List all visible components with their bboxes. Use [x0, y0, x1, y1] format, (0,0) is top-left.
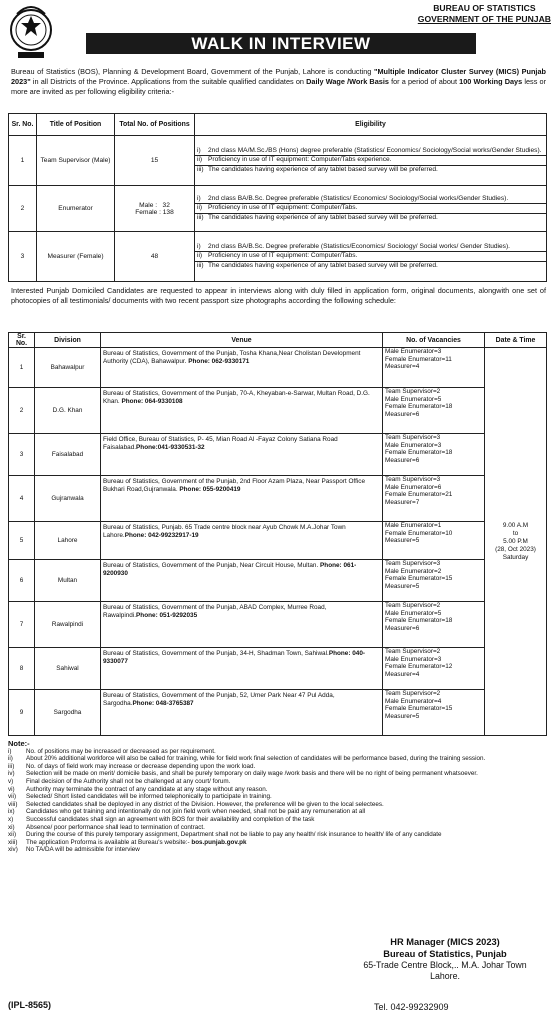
- note-text: [26, 748, 547, 756]
- vacancy-line: Measurer=5: [385, 537, 420, 544]
- eligibility-text: 2nd class BA/B.Sc. Degree preferable (Statistics/Economics/ Sociology/ Social works/ Gender Studies).: [208, 243, 510, 251]
- notes-section: [8, 740, 547, 854]
- vacancy-line: Female Enumerator=12: [385, 663, 453, 670]
- eligibility-text: 2nd class MA/M.Sc./BS (Hons) degree preferable (Statistics/ Economics/ Sociology/Social works/Gender Studies).: [208, 147, 542, 155]
- signature-block: [340, 936, 550, 982]
- note-text-body: No. of days of field work may increase or decrease depending upon the work load.: [26, 762, 256, 770]
- venue-address: Bureau of Statistics, Government of the Punjab, Tosha Khana,Near Cholistan Development Authority (CDA), Bahawalpur.: [103, 350, 361, 365]
- eligibility-text: Proficiency in use of IT equipment: Computer/Tabs.: [208, 204, 358, 212]
- header: [0, 0, 557, 68]
- schedule-row: [9, 560, 547, 602]
- eligibility-text: The candidates having experience of any tablet based survey will be preferred.: [208, 213, 438, 221]
- position-title: Measurer (Female): [37, 232, 115, 282]
- position-count: Male : 32 Female : 138: [115, 186, 195, 232]
- vacancy-line: Measurer=4: [385, 670, 420, 678]
- vacancy-line: Male Enumerator=2: [385, 567, 442, 575]
- venue-cell: [101, 648, 383, 690]
- vacancy-line: Female Enumerator=18: [385, 617, 453, 624]
- positions-header-row: [9, 114, 547, 136]
- note-item: [8, 808, 547, 816]
- vacancy-line: Male Enumerator=5: [385, 395, 442, 403]
- org-line-2: GOVERNMENT OF THE PUNJAB: [417, 14, 551, 24]
- venue-cell: [101, 560, 383, 602]
- note-text-body: Authority may terminate the contract of any candidate at any stage without any reason.: [26, 785, 268, 793]
- signatory-org: Bureau of Statistics, Punjab: [383, 949, 507, 959]
- venue-phone: Phone: 055-9200419: [179, 486, 241, 493]
- note-item: [8, 846, 547, 854]
- col-vacancies: No. of Vacancies: [383, 333, 485, 348]
- venue-phone: Phone: 064-9330108: [121, 398, 183, 405]
- eligibility-item: [195, 165, 546, 174]
- note-text: [26, 801, 547, 809]
- signatory-title: HR Manager (MICS 2023): [390, 937, 500, 947]
- vacancy-line: Measurer=6: [385, 624, 420, 632]
- note-number: xiv): [8, 846, 18, 854]
- position-eligibility: [195, 186, 547, 232]
- eligibility-number: i): [197, 195, 201, 203]
- schedule-row: [9, 648, 547, 690]
- vacancies-cell: [383, 434, 485, 476]
- note-item: [8, 824, 547, 832]
- vacancy-line: Male Enumerator=1: [385, 522, 442, 529]
- note-text: [26, 770, 547, 778]
- col-total-positions: Total No. of Positions: [115, 114, 195, 136]
- note-text-body: Selected candidates shall be deployed in any district of the Division. However, the preference will be given to the local selectees.: [26, 800, 384, 808]
- vacancy-line: Measurer=5: [385, 712, 420, 720]
- eligibility-item: [195, 261, 546, 270]
- vacancy-line: Male Enumerator=5: [385, 609, 442, 617]
- schedule-sr-no: 7: [9, 602, 35, 648]
- schedule-table: [8, 332, 547, 736]
- vacancies-cell: [383, 560, 485, 602]
- note-number: ii): [8, 755, 13, 763]
- vacancies-cell: [383, 602, 485, 648]
- notes-heading: Note:-: [8, 739, 30, 748]
- schedule-header-row: [9, 333, 547, 348]
- vacancies-cell: [383, 648, 485, 690]
- walk-in-interview-banner: WALK IN INTERVIEW: [86, 33, 476, 54]
- eligibility-text: 2nd class BA/B.Sc. Degree preferable (Statistics/ Economics/ Sociology/Social works/Gender Studies).: [208, 195, 509, 203]
- venue-phone: Phone: 042-99232917-19: [124, 532, 199, 539]
- venue-phone: Phone: 051-9292035: [136, 612, 198, 619]
- schedule-row: [9, 522, 547, 560]
- contact-phone: Tel. 042-99232909: [374, 1002, 449, 1012]
- vacancies-cell: [383, 690, 485, 736]
- date-time-line: Saturday: [502, 553, 529, 561]
- vacancy-line: Measurer=5: [385, 582, 420, 590]
- note-text-body: Candidates who get training and intentionally do not join field work when needed, shall not be paid any remuneration at all: [26, 808, 366, 816]
- eligibility-item: [195, 203, 546, 212]
- intro-wage-basis: Daily Wage /Work Basis: [306, 77, 389, 86]
- intro-text-2: in all Districts of the Province. Applications from the suitable qualified candidates on: [30, 77, 307, 86]
- note-text: [26, 846, 547, 854]
- col-sr-no: Sr. No.: [9, 333, 35, 348]
- vacancy-line: Female Enumerator=10: [385, 529, 453, 537]
- note-item: [8, 755, 547, 763]
- eligibility-text: Proficiency in use of IT equipment: Computer/Tabs experience.: [208, 156, 392, 164]
- signatory-address: 65-Trade Centre Block,.. M.A. Johar Town: [363, 960, 527, 970]
- vacancy-line: Female Enumerator=18: [385, 403, 453, 410]
- venue-phone: Phone: 061-9200930: [103, 562, 357, 577]
- note-item: [8, 793, 547, 801]
- vacancy-line: Male Enumerator=3: [385, 441, 442, 449]
- venue-phone: Phone:041-9330531-32: [136, 444, 205, 451]
- position-sr-no: 2: [9, 186, 37, 232]
- vacancy-line: Male Enumerator=4: [385, 697, 442, 705]
- eligibility-text: The candidates having experience of any tablet based survey will be preferred.: [208, 261, 438, 269]
- note-text: [26, 793, 547, 801]
- division-name: Lahore: [35, 522, 101, 560]
- vacancy-line: Female Enumerator=15: [385, 575, 453, 582]
- eligibility-item: [195, 195, 546, 203]
- date-time-line: 9.00 A.M: [502, 521, 529, 529]
- venue-cell: [101, 348, 383, 388]
- note-text: [26, 824, 547, 832]
- venue-cell: [101, 476, 383, 522]
- schedule-row: [9, 388, 547, 434]
- vacancies-cell: [383, 388, 485, 434]
- note-text: [26, 755, 547, 763]
- note-item: [8, 763, 547, 771]
- note-text-body: No TA/DA will be admissible for interview: [26, 846, 140, 854]
- positions-row: [9, 232, 547, 282]
- vacancy-line: Team Supervisor=2: [385, 388, 441, 395]
- eligibility-number: iii): [197, 165, 204, 173]
- instructions-paragraph: Interested Punjab Domiciled Candidates are requested to appear in interviews along with duly filled in application form, original documents, alongwith one set of photocopies of all testimonials/ documents with two recent passport size photographs according the following schedule:: [11, 286, 546, 305]
- note-item: [8, 786, 547, 794]
- division-name: Rawalpindi: [35, 602, 101, 648]
- vacancy-line: Female Enumerator=11: [385, 355, 452, 363]
- note-item: [8, 839, 547, 847]
- intro-text-3: for a period of about: [388, 77, 460, 86]
- division-name: Sargodha: [35, 690, 101, 736]
- vacancies-cell: [383, 476, 485, 522]
- note-number: ix): [8, 808, 15, 816]
- eligibility-number: i): [197, 243, 201, 251]
- vacancy-line: Female Enumerator=21: [385, 491, 453, 498]
- signatory-city: Lahore.: [430, 971, 460, 981]
- date-time-line: 5.00 P.M: [503, 537, 528, 545]
- eligibility-item: [195, 243, 546, 251]
- schedule-row: [9, 602, 547, 648]
- note-number: x): [8, 815, 14, 823]
- org-name: [418, 3, 551, 25]
- note-item: [8, 816, 547, 824]
- schedule-sr-no: 5: [9, 522, 35, 560]
- note-item: [8, 778, 547, 786]
- eligibility-item: [195, 213, 546, 222]
- venue-address: Bureau of Statistics, Government of the Punjab, Near Circuit House, Multan.: [103, 562, 321, 569]
- date-time-line: to: [512, 529, 519, 537]
- eligibility-number: iii): [197, 213, 204, 221]
- col-date-time: Date & Time: [485, 333, 547, 348]
- note-number: xii): [8, 831, 17, 839]
- division-name: D.G. Khan: [35, 388, 101, 434]
- note-number: i): [8, 747, 12, 755]
- note-text: [26, 763, 547, 771]
- eligibility-text: Proficiency in use of IT equipment: Computer/Tabs.: [208, 252, 358, 260]
- note-number: viii): [8, 800, 18, 808]
- schedule-sr-no: 9: [9, 690, 35, 736]
- schedule-row: [9, 690, 547, 736]
- intro-working-days: 100 Working Days: [459, 77, 523, 86]
- interview-date-time: [485, 348, 547, 736]
- vacancy-line: Measurer=7: [385, 498, 420, 506]
- vacancy-line: Team Supervisor=2: [385, 602, 441, 609]
- col-title: Title of Position: [37, 114, 115, 136]
- venue-cell: [101, 434, 383, 476]
- venue-address: Bureau of Statistics, Punjab. 65 Trade centre block near Ayub Chowk M.A.Johar Town Lahore.: [103, 524, 346, 539]
- col-eligibility: Eligibility: [195, 114, 547, 136]
- venue-cell: [101, 522, 383, 560]
- eligibility-item: [195, 155, 546, 164]
- note-text-body: Absence/ poor performance shall lead to termination of contract.: [26, 823, 205, 831]
- punjab-emblem-icon: [8, 2, 54, 62]
- note-number: vi): [8, 785, 15, 793]
- note-text-body: Successful candidates shall sign an agreement with BOS for their availability and completion of the task: [26, 815, 315, 823]
- intro-text-4: less or more are invited as per following eligibility criteria:-: [11, 77, 546, 96]
- schedule-sr-no: 1: [9, 348, 35, 388]
- note-text: [26, 786, 547, 794]
- venue-address: Bureau of Statistics, Government of the Punjab, 34-H, Shadman Town, Sahiwal.: [103, 650, 329, 657]
- note-text-body: About 20% additional workforce will also be called for training, while for field work final selection of candidates will be performance based, during the training session.: [26, 755, 486, 763]
- note-text-body: Selected/ Short listed candidates will be informed telephonically to participate in training.: [26, 793, 272, 801]
- venue-address: Bureau of Statistics, Government of the Punjab, 52, Umer Park Near 47 Pul Adda, Sargodha.: [103, 692, 335, 707]
- venue-phone: Phone: 040-9330077: [103, 650, 366, 665]
- vacancy-line: Female Enumerator=15: [385, 705, 453, 712]
- schedule-row: [9, 434, 547, 476]
- note-item: [8, 748, 547, 756]
- note-text: [26, 831, 547, 839]
- division-name: Sahiwal: [35, 648, 101, 690]
- vacancy-line: Team Supervisor=2: [385, 648, 441, 655]
- intro-survey-name: "Multiple Indicator Cluster Survey (MICS) Punjab 2023": [11, 67, 546, 86]
- position-title: Enumerator: [37, 186, 115, 232]
- division-name: Bahawalpur: [35, 348, 101, 388]
- vacancy-line: Female Enumerator=18: [385, 449, 453, 456]
- note-item: [8, 801, 547, 809]
- venue-phone: Phone: 048-3765387: [132, 700, 194, 707]
- position-eligibility: [195, 232, 547, 282]
- eligibility-item: [195, 251, 546, 260]
- eligibility-number: iii): [197, 261, 204, 269]
- vacancy-line: Male Enumerator=3: [385, 348, 442, 355]
- venue-address: Bureau of Statistics, Government of the Punjab, 70-A, Kheyaban-e-Sarwar, Multan Road, D.G. Khan.: [103, 390, 370, 405]
- note-text-body: Final decision of the Authority shall not be challenged at any court/ forum.: [26, 777, 231, 785]
- division-name: Faisalabad: [35, 434, 101, 476]
- note-text-body: No. of positions may be increased or decreased as per requirement.: [26, 747, 216, 755]
- position-sr-no: 3: [9, 232, 37, 282]
- positions-table: [8, 113, 547, 282]
- note-number: xiii): [8, 838, 18, 846]
- vacancy-line: Measurer=4: [385, 363, 420, 370]
- col-venue: Venue: [101, 333, 383, 348]
- ad-code: (IPL-8565): [8, 1000, 52, 1010]
- eligibility-number: ii): [197, 156, 203, 164]
- venue-phone: Phone: 062-9330171: [188, 358, 250, 365]
- vacancy-line: Male Enumerator=3: [385, 655, 442, 663]
- vacancy-line: Team Supervisor=3: [385, 476, 441, 483]
- venue-address: Field Office, Bureau of Statistics, P- 45, Mian Road Al -Fayaz Colony Satiana Road Faisalabad.: [103, 436, 338, 451]
- position-sr-no: 1: [9, 136, 37, 186]
- schedule-sr-no: 8: [9, 648, 35, 690]
- schedule-sr-no: 4: [9, 476, 35, 522]
- eligibility-item: [195, 147, 546, 155]
- vacancies-cell: [383, 348, 485, 388]
- vacancy-line: Team Supervisor=2: [385, 690, 441, 697]
- positions-row: [9, 136, 547, 186]
- note-number: iii): [8, 762, 15, 770]
- schedule-sr-no: 6: [9, 560, 35, 602]
- schedule-sr-no: 2: [9, 388, 35, 434]
- position-title: Team Supervisor (Male): [37, 136, 115, 186]
- intro-text-1: Bureau of Statistics (BOS), Planning & Development Board, Government of the Punjab, Lahore is conducting: [11, 67, 374, 76]
- position-eligibility: [195, 136, 547, 186]
- division-name: Gujranwala: [35, 476, 101, 522]
- venue-cell: [101, 388, 383, 434]
- schedule-sr-no: 3: [9, 434, 35, 476]
- note-item: [8, 770, 547, 778]
- schedule-row: [9, 348, 547, 388]
- venue-address: Bureau of Statistics, Government of the Punjab, 2nd Floor Azam Plaza, Near Passport Office Bukhari Road,Gujranwala.: [103, 478, 366, 493]
- vacancy-line: Team Supervisor=3: [385, 434, 441, 441]
- note-text: [26, 839, 547, 847]
- note-text: [26, 778, 547, 786]
- note-text-body: The application Proforma is available at Bureau's website:-: [26, 838, 192, 846]
- vacancies-cell: [383, 522, 485, 560]
- venue-address: Bureau of Statistics, Government of the Punjab, ABAD Complex, Murree Road, Rawalpindi.: [103, 604, 327, 619]
- intro-paragraph: [11, 67, 546, 97]
- note-number: vii): [8, 793, 17, 801]
- notes-list: [8, 748, 547, 854]
- vacancy-line: Measurer=6: [385, 410, 420, 418]
- vacancy-line: Measurer=6: [385, 456, 420, 464]
- col-sr-no: Sr. No.: [9, 114, 37, 136]
- venue-cell: [101, 690, 383, 736]
- note-number: iv): [8, 770, 15, 778]
- note-text-body: During the course of this purely temporary assignment, Department shall not be liable to pay any health/ risk insurance to health/ life of any candidate: [26, 831, 442, 839]
- positions-row: [9, 186, 547, 232]
- note-item: [8, 831, 547, 839]
- note-number: v): [8, 777, 14, 785]
- schedule-row: [9, 476, 547, 522]
- note-text: [26, 816, 547, 824]
- position-count: 48: [115, 232, 195, 282]
- note-text-body: Selection will be made on merit/ domicile basis, and shall be purely temporary on daily wage /work basis and there will be no right of being permanent whatsoever.: [26, 770, 478, 778]
- note-text: [26, 808, 547, 816]
- eligibility-number: ii): [197, 252, 203, 260]
- eligibility-number: ii): [197, 204, 203, 212]
- col-division: Division: [35, 333, 101, 348]
- eligibility-number: i): [197, 147, 201, 155]
- vacancy-line: Male Enumerator=6: [385, 483, 442, 491]
- division-name: Multan: [35, 560, 101, 602]
- venue-cell: [101, 602, 383, 648]
- date-time-line: (28, Oct 2023): [495, 545, 536, 553]
- note-number: xi): [8, 823, 15, 831]
- vacancy-line: Team Supervisor=3: [385, 560, 441, 567]
- org-line-1: BUREAU OF STATISTICS: [433, 3, 536, 13]
- website-link[interactable]: bos.punjab.gov.pk: [191, 838, 247, 846]
- eligibility-text: The candidates having experience of any tablet based survey will be preferred.: [208, 165, 438, 173]
- position-count: 15: [115, 136, 195, 186]
